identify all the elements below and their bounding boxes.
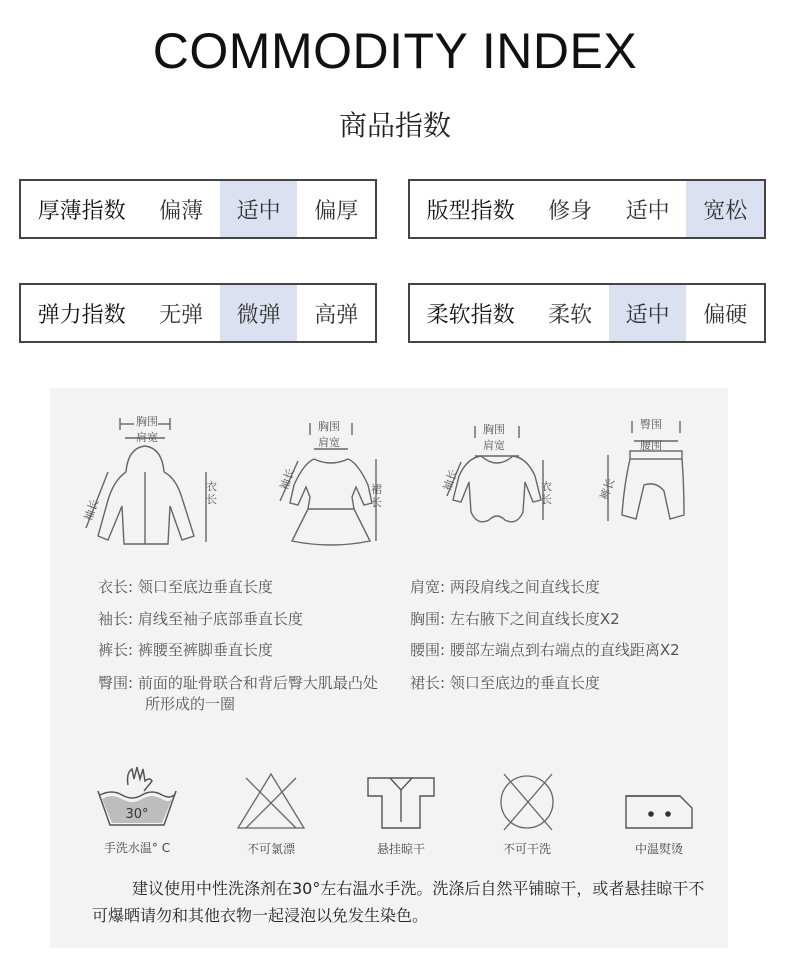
measure-label: 裤长: [597, 476, 618, 502]
measure-label: 肩宽: [136, 431, 158, 444]
measure-label: 衣长: [541, 480, 552, 506]
index-option: 适中: [625, 198, 670, 224]
def-term: 裤长:: [98, 641, 134, 659]
def-term: 袖长:: [98, 610, 134, 628]
index-label: 弹力指数: [37, 302, 126, 328]
measure-label: 腰围: [640, 439, 662, 452]
care-iron-medium: [604, 774, 714, 857]
def-term: 衣长:: [98, 578, 134, 596]
softness-index: [408, 283, 766, 343]
def-term: 胸围:: [410, 610, 446, 628]
index-option-selected: 适中: [220, 181, 298, 237]
romper-diagram: [425, 420, 555, 535]
def-desc: 裤腰至裤脚垂直长度: [137, 641, 273, 659]
iron-medium-icon: [604, 774, 714, 832]
index-label: 版型指数: [426, 198, 515, 224]
care-no-bleach: [216, 770, 326, 857]
hand-wash-icon: [82, 765, 192, 831]
care-hand-wash: [82, 765, 192, 856]
def-desc: 腰部左端点到右端点的直线距离X2: [449, 641, 680, 659]
dress-diagram: [270, 415, 390, 550]
index-option-selected: 适中: [609, 285, 687, 341]
care-note: 建议使用中性洗涤剂在30°左右温水手洗。洗涤后自然平铺晾干，或者悬挂晾干不可爆晒请勿和其他衣物一起浸泡以免发生染色。: [92, 879, 705, 925]
measure-label: 袖长: [81, 497, 102, 523]
measure-label: 肩宽: [483, 439, 505, 452]
def-left-4: [98, 673, 378, 693]
def-term: 臀围:: [98, 674, 134, 692]
index-option: 修身: [548, 198, 593, 224]
def-desc: 前面的耻骨联合和背后臀大肌最凸处: [137, 674, 378, 692]
def-left-4-cont: 所形成的一圈: [145, 695, 236, 713]
index-option: 无弹: [159, 302, 204, 328]
care-hang-dry: [346, 772, 456, 857]
def-right-3: [410, 640, 680, 660]
measure-label: 裙长: [371, 483, 382, 509]
def-desc: 左右腋下之间直线长度X2: [449, 610, 620, 628]
elasticity-index: [19, 283, 377, 343]
index-option: 偏薄: [159, 198, 204, 224]
page-title: COMMODITY INDEX: [152, 23, 638, 79]
def-desc: 领口至底边垂直长度: [137, 578, 273, 596]
measure-label: 肩宽: [318, 436, 340, 449]
no-bleach-icon: [216, 770, 326, 832]
def-term: 肩宽:: [410, 578, 446, 596]
care-caption: 悬挂晾干: [376, 842, 425, 856]
def-right-1: [410, 577, 600, 597]
thickness-index: [19, 179, 377, 239]
index-option-selected: 微弹: [220, 285, 298, 341]
def-desc: 两段肩线之间直线长度: [449, 578, 600, 596]
measure-label: 袖长: [277, 466, 298, 492]
index-option: 偏厚: [314, 198, 359, 224]
def-right-4: [410, 673, 600, 693]
measure-label: 袖长: [440, 467, 461, 493]
def-left-3: [98, 640, 273, 660]
def-term: 腰围:: [410, 641, 446, 659]
fit-index: [408, 179, 766, 239]
def-left-2: [98, 609, 303, 629]
pants-diagram: [597, 415, 695, 535]
care-caption: 不可氯漂: [246, 842, 295, 856]
def-desc: 领口至底边的垂直长度: [449, 674, 600, 692]
care-caption: 不可干洗: [502, 842, 551, 856]
care-caption: 中温熨烫: [634, 842, 683, 856]
jacket-diagram: [78, 410, 228, 550]
measure-label: 胸围: [136, 415, 158, 428]
care-caption: 手洗水温° C: [103, 841, 171, 855]
def-right-2: [410, 609, 620, 629]
def-desc: 肩线至袖子底部垂直长度: [137, 610, 303, 628]
pants-icon: [600, 415, 695, 535]
index-option: 柔软: [548, 302, 593, 328]
index-option: 高弹: [314, 302, 359, 328]
measure-label: 衣长: [206, 480, 217, 506]
index-option-selected: 宽松: [686, 181, 764, 237]
def-term: 裙长:: [410, 674, 446, 692]
measure-label: 臀围: [640, 418, 662, 431]
index-option: 偏硬: [703, 302, 748, 328]
hang-dry-icon: [346, 772, 456, 832]
measure-label: 胸围: [483, 423, 505, 436]
index-label: 柔软指数: [426, 302, 515, 328]
def-left-1: [98, 577, 273, 597]
index-label: 厚薄指数: [37, 198, 126, 224]
temp-label: 30°: [125, 807, 149, 822]
measure-label: 胸围: [318, 420, 340, 433]
page-subtitle: 商品指数: [338, 109, 451, 142]
no-dry-clean-icon: [472, 770, 582, 832]
care-no-dry-clean: [472, 770, 582, 857]
